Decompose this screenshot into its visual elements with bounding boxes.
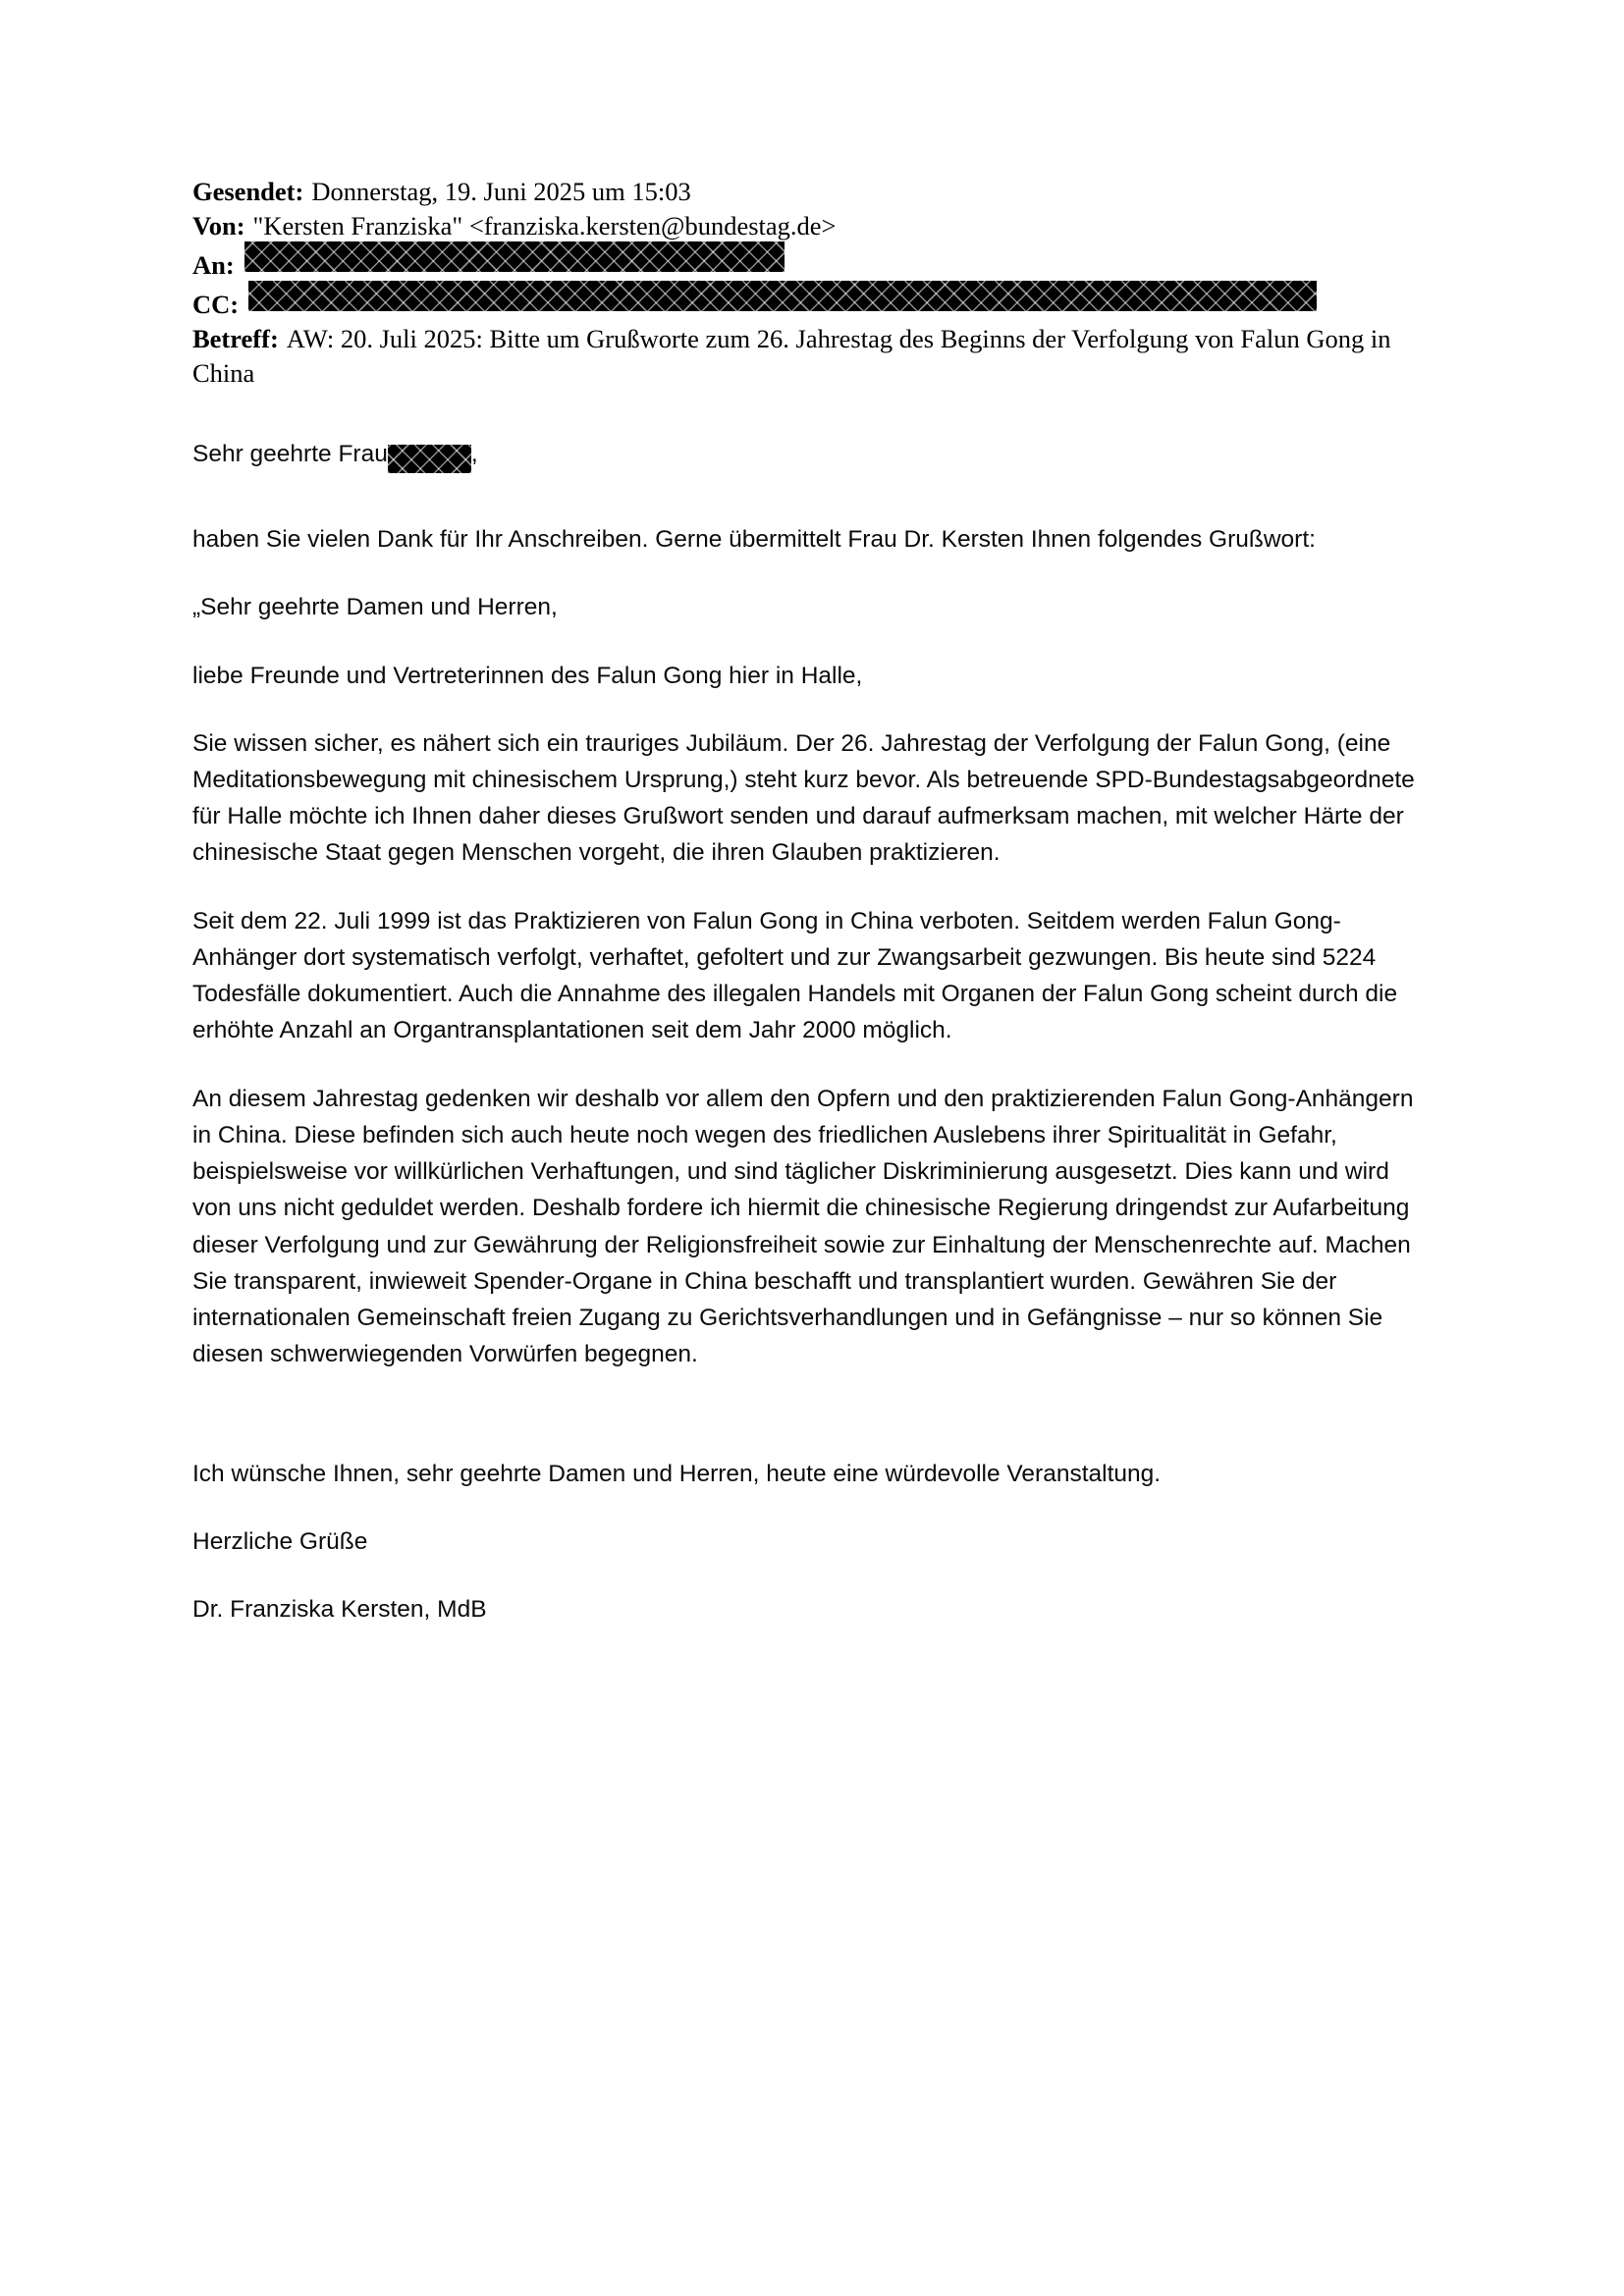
document-content	[192, 175, 1459, 1659]
subject-value: AW: 20. Juli 2025: Bitte um Grußworte zum 26. Jahrestag des Beginns der Verfolgung von Falun Gong in China	[192, 323, 1391, 388]
header-row-to	[192, 243, 1459, 283]
from-label: Von:	[192, 210, 245, 240]
cc-label: CC:	[192, 289, 240, 319]
signature-name: Dr. Franziska Kersten, MdB	[192, 1595, 487, 1623]
redaction-bar-name	[388, 445, 471, 473]
paragraph-1: Sie wissen sicher, es nähert sich ein trauriges Jubiläum. Der 26. Jahrestag der Verfolgung der Falun Gong, (eine Meditationsbewegung mit chinesischem Ursprung,) steht kurz bevor. Als betreuende SPD-Bundestagsabgeordnete für Halle möchte ich Ihnen daher dieses Grußwort senden und darauf aufmerksam machen, mit welcher Härte der chinesische Staat gegen Menschen vorgeht, die ihren Glauben praktizieren.	[192, 729, 1415, 867]
paragraph-intro: haben Sie vielen Dank für Ihr Anschreiben. Gerne übermittelt Frau Dr. Kersten Ihnen folgendes Grußwort:	[192, 526, 1316, 554]
sent-value: Donnerstag, 19. Juni 2025 um 15:03	[311, 177, 691, 206]
email-body	[192, 436, 1459, 1628]
email-header	[192, 175, 1459, 391]
paragraph-greeting-quote: „Sehr geehrte Damen und Herren,	[192, 594, 558, 621]
subject-label: Betreff:	[192, 323, 279, 353]
sent-label: Gesendet:	[192, 177, 304, 206]
paragraph-3: An diesem Jahrestag gedenken wir deshalb vor allem den Opfern und den praktizierenden Falun Gong-Anhängern in China. Diese befinden sich auch heute noch wegen des friedlichen Auslebens ihrer Spiritualität in Gefahr, beispielsweise vor willkürlichen Verhaftungen, und sind täglicher Diskriminierung ausgesetzt. Dies kann und wird von uns nicht geduldet werden. Deshalb fordere ich hiermit die chinesische Regierung dringendst zur Aufarbeitung dieser Verfolgung und zur Gewährung der Religionsfreiheit sowie zur Einhaltung der Menschenrechte auf. Machen Sie transparent, inwieweit Spender-Organe in China beschafft und transplantiert wurden. Gewähren Sie der internationalen Gemeinschaft freien Zugang zu Gerichtsverhandlungen und in Gefängnisse – nur so können Sie diesen schwerwiegenden Vorwürfen begegnen.	[192, 1085, 1414, 1368]
paragraph-closing-wish: Ich wünsche Ihnen, sehr geehrte Damen und Herren, heute eine würdevolle Veranstaltung.	[192, 1460, 1162, 1487]
salutation-prefix: Sehr geehrte Frau	[192, 440, 388, 467]
header-row-cc	[192, 283, 1459, 322]
redaction-bar-cc	[248, 281, 1317, 311]
spacer-block	[192, 1405, 1459, 1456]
paragraph-greeting-friends: liebe Freunde und Vertreterinnen des Falun Gong hier in Halle,	[192, 662, 863, 689]
closing-regards: Herzliche Grüße	[192, 1527, 368, 1555]
to-label: An:	[192, 249, 235, 280]
redaction-bar-to	[244, 241, 785, 272]
header-row-subject	[192, 322, 1459, 391]
from-value: "Kersten Franziska" <franziska.kersten@bundestag.de>	[252, 210, 837, 240]
salutation-line	[192, 436, 1459, 472]
header-row-from	[192, 209, 1459, 243]
paragraph-2: Seit dem 22. Juli 1999 ist das Praktizieren von Falun Gong in China verboten. Seitdem werden Falun Gong-Anhänger dort systematisch verfolgt, verhaftet, gefoltert und zur Zwangsarbeit gezwungen. Bis heute sind 5224 Todesfälle dokumentiert. Auch die Annahme des illegalen Handels mit Organen der Falun Gong scheint durch die erhöhte Anzahl an Organtransplantationen seit dem Jahr 2000 möglich.	[192, 907, 1398, 1044]
header-row-sent	[192, 175, 1459, 209]
salutation-suffix: ,	[470, 440, 478, 467]
